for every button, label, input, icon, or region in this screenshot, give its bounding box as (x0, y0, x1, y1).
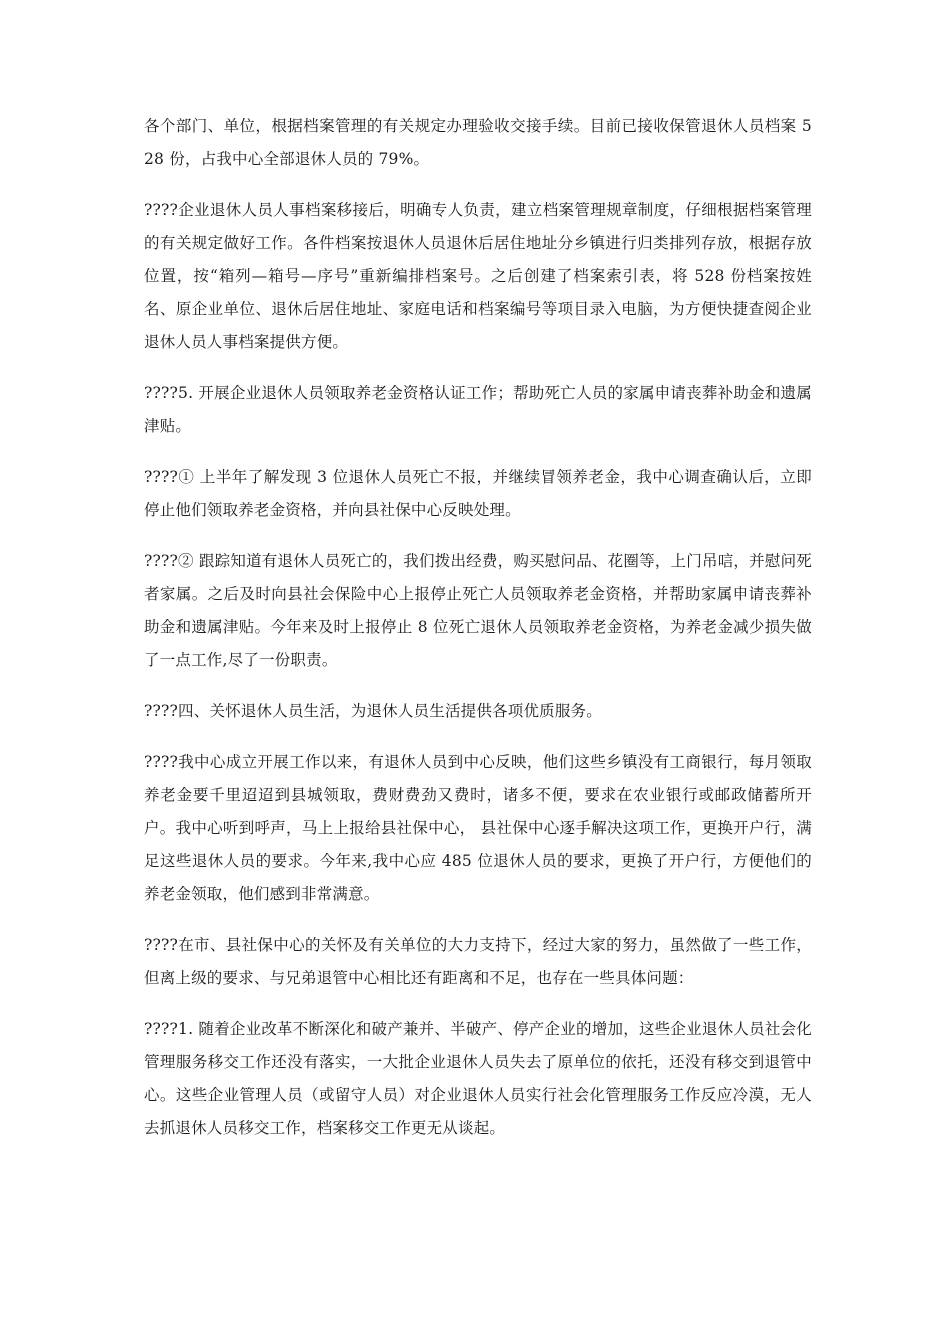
paragraph-3: ????5. 开展企业退休人员领取养老金资格认证工作；帮助死亡人员的家属申请丧葬补助金和遗属津贴。 (144, 384, 812, 435)
paragraph-7: ????我中心成立开展工作以来，有退休人员到中心反映，他们这些乡镇没有工商银行，每月领取养老金要千里迢迢到县城领取，费财费劲又费时，诸多不便，要求在农业银行或邮政储蓄所开户。我中心听到呼声，马上上报给县社保中心， 县社保中心逐手解决这项工作，更换开户行，满足这些退休人员的要求。今年来,我中心应 485 位退休人员的要求，更换了开户行，方便他们的养老金领取，他们感到非常满意。 (144, 753, 812, 903)
paragraph-1: 各个部门、单位，根据档案管理的有关规定办理验收交接手续。目前已接收保管退休人员档案 528 份，占我中心全部退休人员的 79%。 (144, 117, 812, 168)
paragraph-5: ????② 跟踪知道有退休人员死亡的，我们拨出经费，购买慰问品、花圈等，上门吊唁，并慰问死者家属。之后及时向县社会保险中心上报停止死亡人员领取养老金资格，并帮助家属申请丧葬补助金和遗属津贴。今年来及时上报停止 8 位死亡退休人员领取养老金资格，为养老金减少损失做了一点工作,尽了一份职责。 (144, 552, 812, 669)
paragraph-4: ????① 上半年了解发现 3 位退休人员死亡不报，并继续冒领养老金，我中心调查确认后，立即停止他们领取养老金资格，并向县社保中心反映处理。 (144, 468, 812, 519)
document-body (144, 110, 812, 1163)
paragraph-9: ????1. 随着企业改革不断深化和破产兼并、半破产、停产企业的增加，这些企业退休人员社会化管理服务移交工作还没有落实，一大批企业退休人员失去了原单位的依托，还没有移交到退管中心。这些企业管理人员（或留守人员）对企业退休人员实行社会化管理服务工作反应冷漠，无人去抓退休人员移交工作，档案移交工作更无从谈起。 (144, 1020, 812, 1137)
paragraph-6: ????四、关怀退休人员生活，为退休人员生活提供各项优质服务。 (144, 702, 602, 720)
paragraph-8: ????在市、县社保中心的关怀及有关单位的大力支持下，经过大家的努力，虽然做了一些工作，但离上级的要求、与兄弟退管中心相比还有距离和不足，也存在一些具体问题： (144, 936, 812, 987)
paragraph-2: ????企业退休人员人事档案移接后，明确专人负责，建立档案管理规章制度，仔细根据档案管理的有关规定做好工作。各件档案按退休人员退休后居住地址分乡镇进行归类排列存放，根据存放位置，按“箱列—箱号—序号”重新编排档案号。之后创建了档案索引表，将 528 份档案按姓名、原企业单位、退休后居住地址、家庭电话和档案编号等项目录入电脑，为方便快捷查阅企业退休人员人事档案提供方便。 (144, 201, 812, 351)
